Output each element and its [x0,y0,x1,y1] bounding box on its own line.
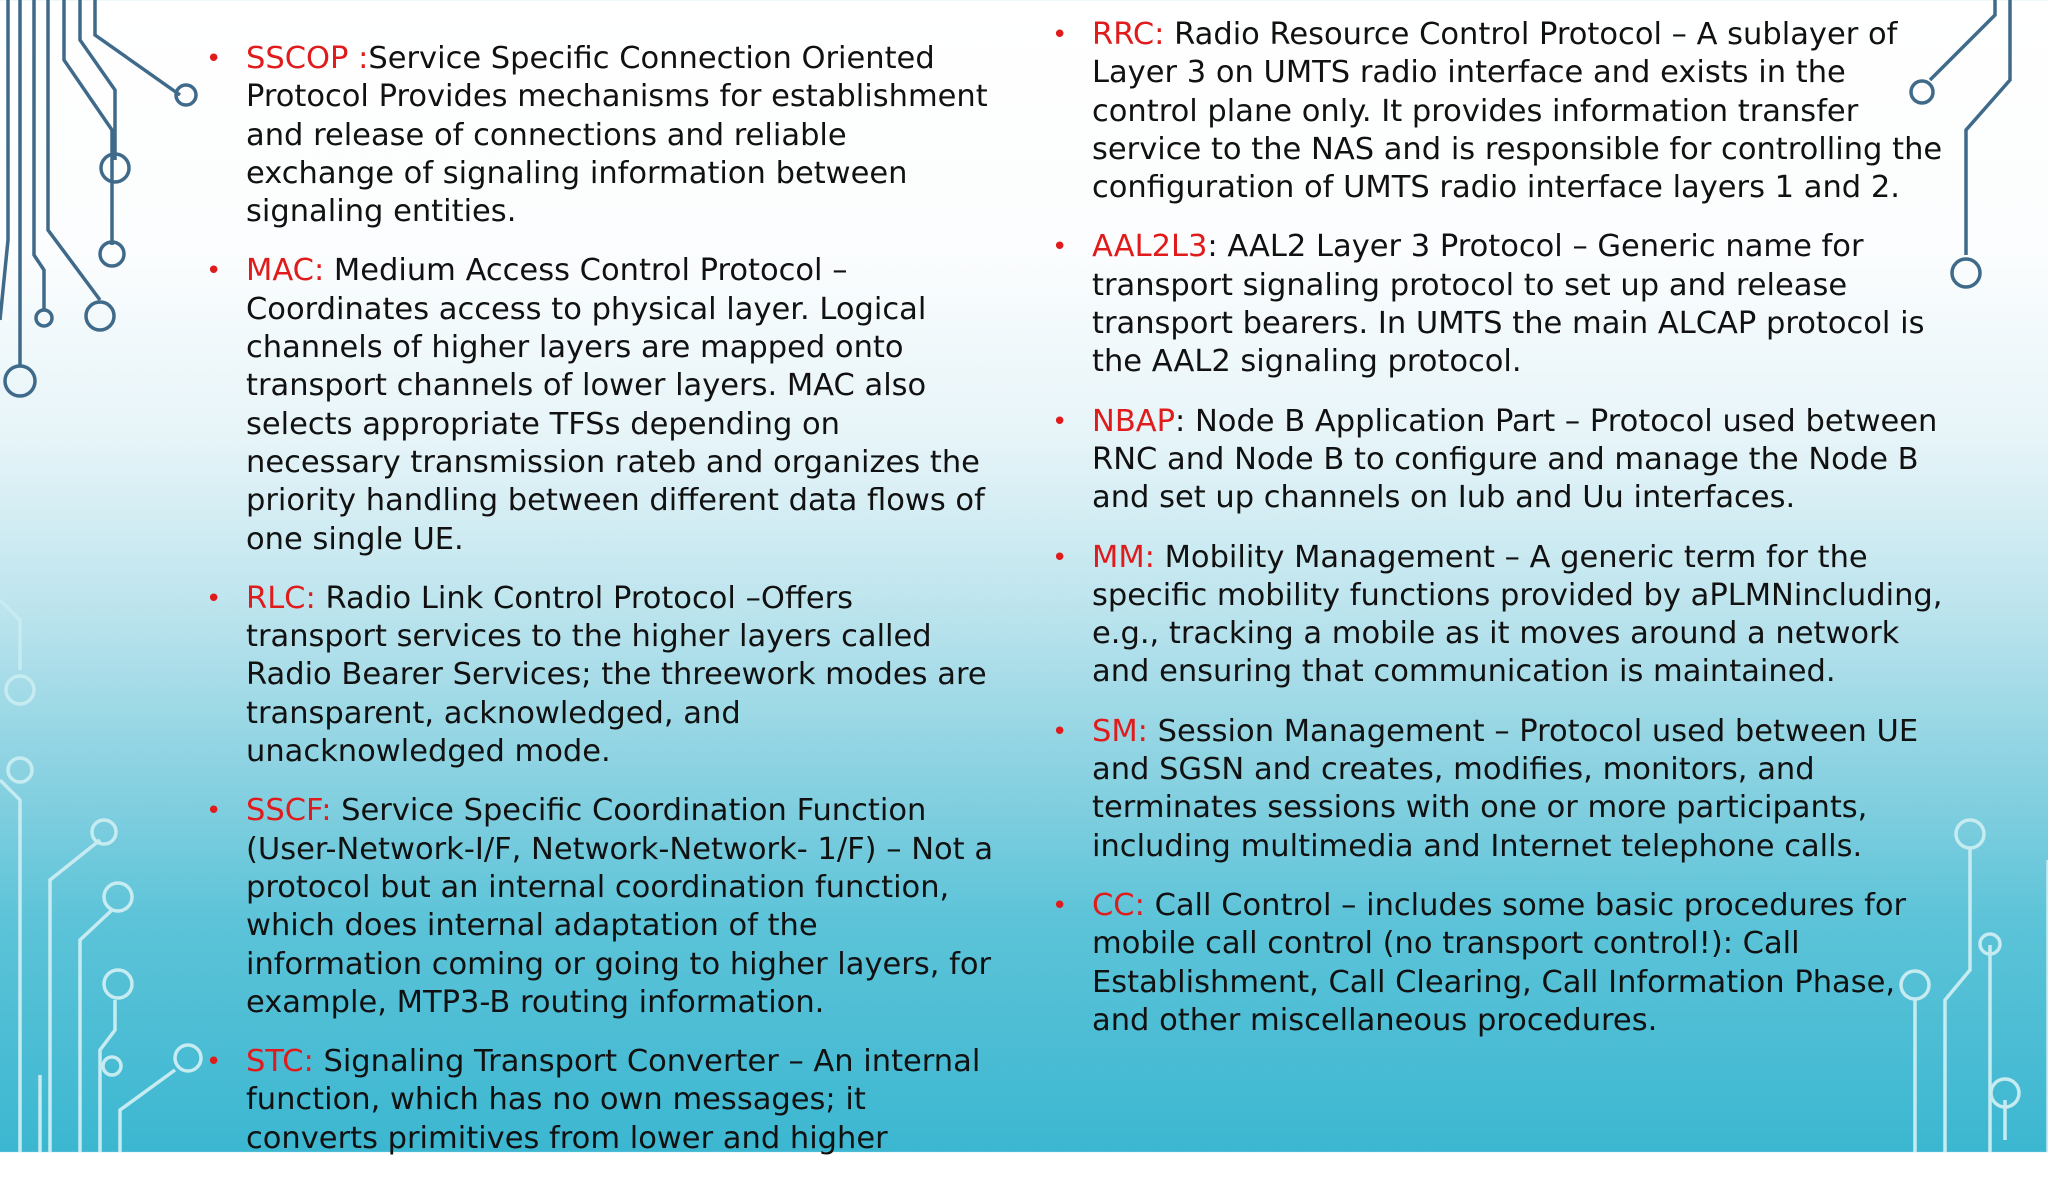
item-text: Call Control – includes some basic procedures for mobile call control (no transport control!): Call Establishment, Call Clearing, Call Information Phase, and other miscellaneous procedures. [1092,887,1907,1038]
item-text: Session Management – Protocol used between UE and SGSN and creates, modifies, monitors, and terminates sessions with one or more participants, including multimedia and Internet telephone calls. [1092,713,1919,864]
bullet-dot: • [206,256,222,287]
item-term: RLC: [246,580,316,616]
bullet-dot: • [206,583,222,614]
item-term: AAL2L3 [1092,229,1208,265]
list-item [200,40,1000,231]
bullet-dot: • [1052,890,1068,921]
item-text: Radio Link Control Protocol –Offers transport services to the higher layers called Radio Bearer Services; the threework modes are transparent, acknowledged, and unacknowledged mode. [246,580,987,770]
item-text: : AAL2 Layer 3 Protocol – Generic name for transport signaling protocol to set up and release transport bearers. In UMTS the main ALCAP protocol is the AAL2 signaling protocol. [1092,229,1925,380]
item-term: SSCOP : [246,41,369,76]
bullet-dot: • [1052,20,1068,50]
list-item [1046,713,1952,866]
item-term: NBAP [1092,403,1175,439]
item-term: CC: [1092,887,1145,923]
item-text: Medium Access Control Protocol – Coordinates access to physical layer. Logical channels of higher layers are mapped onto transport channels of lower layers. MAC also selects appropriate TFSs depending on necessary transmission rateb and organizes the priority handling between different data flows of one single UE. [246,253,985,557]
list-item [200,580,1000,771]
bullet-dot: • [206,1047,222,1078]
list-item [1046,403,1952,518]
right-column [1046,16,1952,1061]
item-term: MM: [1092,539,1155,575]
list-item [200,252,1000,558]
list-item [1046,228,1952,381]
item-term: SM: [1092,713,1148,749]
item-text: Service Specific Coordination Function (User-Network-I/F, Network-Network- 1/F) – Not a protocol but an internal coordination function, which does internal adaptation of the information coming or going to higher layers, for example, MTP3-B routing information. [246,793,994,1020]
item-text: : Node B Application Part – Protocol used between RNC and Node B to configure and manage the Node B and set up channels on Iub and Uu interfaces. [1092,403,1938,516]
item-text: Radio Resource Control Protocol – A sublayer of Layer 3 on UMTS radio interface and exists in the control plane only. It provides information transfer service to the NAS and is responsible for controlling the configuration of UMTS radio interface layers 1 and 2. [1092,17,1943,206]
item-term: RRC: [1092,17,1165,52]
item-text: Mobility Management – A generic term for the specific mobility functions provided by aPLMNincluding, e.g., tracking a mobile as it moves around a network and ensuring that communication is maintained. [1092,539,1943,690]
list-item [200,1043,1000,1158]
bullet-dot: • [1052,716,1068,747]
item-term: SSCF: [246,793,332,829]
bullet-dot: • [1052,542,1068,573]
bullet-dot: • [206,44,222,74]
list-item [1046,16,1952,207]
list-item [1046,887,1952,1040]
left-column [200,40,1000,1179]
circuit-bottom-left [0,600,201,1152]
right-bullet-list [1046,16,1952,1040]
item-text: Signaling Transport Converter – An internal function, which has no own messages; it converts primitives from lower and higher [246,1044,981,1156]
item-text: Service Specific Connection Oriented Protocol Provides mechanisms for establishment and release of connections and reliable exchange of signaling information between signaling entities. [246,41,988,230]
item-term: STC: [246,1044,314,1080]
bullet-dot: • [1052,406,1068,437]
bullet-dot: • [1052,232,1068,263]
bullet-dot: • [206,796,222,827]
list-item [200,792,1000,1022]
item-term: MAC: [246,253,325,289]
left-bullet-list [200,40,1000,1158]
circuit-top-left [0,0,196,396]
list-item [1046,539,1952,692]
